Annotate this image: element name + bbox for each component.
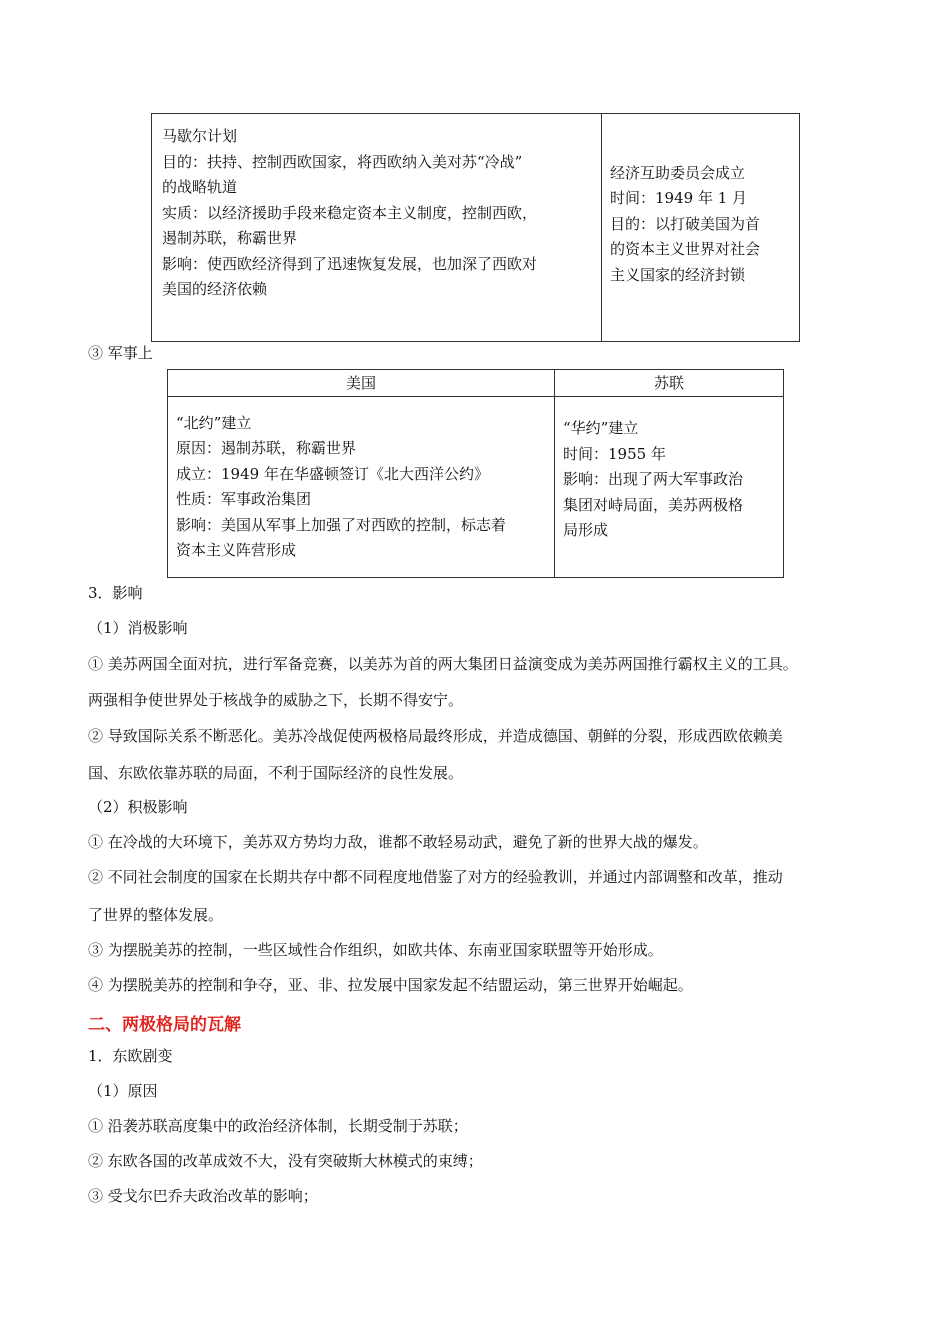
paragraph-line: 了世界的整体发展。 [88,906,224,924]
header-ussr: 苏联 [555,370,784,397]
marshall-plan-line: 美国的经济依赖 [162,280,268,298]
comecon-title: 经济互助委员会成立 [610,163,746,182]
marshall-plan-line: 影响：使西欧经济得到了迅速恢复发展，也加深了西欧对 [162,254,538,273]
nato-line: 原因：遏制苏联，称霸世界 [176,439,357,457]
nato-cell [168,397,555,578]
marshall-plan-line: 实质：以经济援助手段来稳定资本主义制度，控制西欧， [162,203,538,222]
nato-line: 成立：1949 年在华盛顿签订《北大西洋公约》 [176,464,489,483]
marshall-plan-line: 的战略轨道 [162,178,238,196]
nato-line: 性质：军事政治集团 [176,490,312,508]
warsaw-pact-title: “华约”建立 [563,419,639,438]
paragraph-line: ① 美苏两国全面对抗，进行军备竞赛，以美苏为首的两大集团日益演变成为美苏两国推行霸权主义的工具。 [88,655,798,673]
section-heading: 二、两极格局的瓦解 [88,1015,241,1035]
paragraph-line: 国、东欧依靠苏联的局面，不利于国际经济的良性发展。 [88,764,464,782]
comecon-line: 的资本主义世界对社会 [610,240,761,259]
subsection-number-1: 1．东欧剧变 [88,1047,173,1065]
military-label: ③ 军事上 [88,344,153,362]
subheading-positive: （2）积极影响 [88,798,188,816]
subheading-causes: （1）原因 [88,1082,158,1100]
paragraph-line: ③ 为摆脱美苏的控制，一些区域性合作组织，如欧共体、东南亚国家联盟等开始形成。 [88,941,663,959]
subheading-negative: （1）消极影响 [88,619,188,637]
economic-comparison-table [151,113,800,342]
paragraph-line: ④ 为摆脱美苏的控制和争夺，亚、非、拉发展中国家发起不结盟运动，第三世界开始崛起。 [88,976,693,994]
comecon-cell [602,114,800,342]
paragraph-line: ① 沿袭苏联高度集中的政治经济体制，长期受制于苏联； [88,1117,468,1135]
paragraph-line: ② 不同社会制度的国家在长期共存中都不同程度地借鉴了对方的经验教训，并通过内部调整和改革，推动 [88,868,783,886]
paragraph-line: ② 导致国际关系不断恶化。美苏冷战促使两极格局最终形成，并造成德国、朝鲜的分裂，形成西欧依赖美 [88,727,783,745]
comecon-line: 时间：1949 年 1 月 [610,189,748,208]
paragraph-line: ② 东欧各国的改革成效不大，没有突破斯大林模式的束缚； [88,1152,483,1170]
marshall-plan-line: 遏制苏联，称霸世界 [162,229,298,247]
nato-line: 影响：美国从军事上加强了对西欧的控制，标志着 [176,515,507,534]
marshall-plan-cell [152,114,602,342]
warsaw-pact-line: 局形成 [563,521,609,540]
marshall-plan-line: 目的：扶持、控制西欧国家，将西欧纳入美对苏“冷战” [162,152,523,171]
paragraph-line: ① 在冷战的大环境下，美苏双方势均力敌，谁都不敢轻易动武，避免了新的世界大战的爆发。 [88,833,708,851]
warsaw-pact-cell [555,397,784,578]
warsaw-pact-line: 集团对峙局面，美苏两极格 [563,495,744,514]
warsaw-pact-line: 影响：出现了两大军事政治 [563,470,744,489]
military-comparison-table [167,369,784,578]
nato-line: 资本主义阵营形成 [176,541,297,559]
comecon-line: 主义国家的经济封锁 [610,265,746,284]
warsaw-pact-line: 时间：1955 年 [563,444,666,463]
section-number-3: 3．影响 [88,584,143,602]
marshall-plan-title: 马歇尔计划 [162,127,238,145]
comecon-line: 目的：以打破美国为首 [610,214,761,233]
header-usa: 美国 [168,370,555,397]
nato-title: “北约”建立 [176,413,252,432]
paragraph-line: 两强相争使世界处于核战争的威胁之下，长期不得安宁。 [88,691,464,709]
paragraph-line: ③ 受戈尔巴乔夫政治改革的影响； [88,1187,318,1205]
